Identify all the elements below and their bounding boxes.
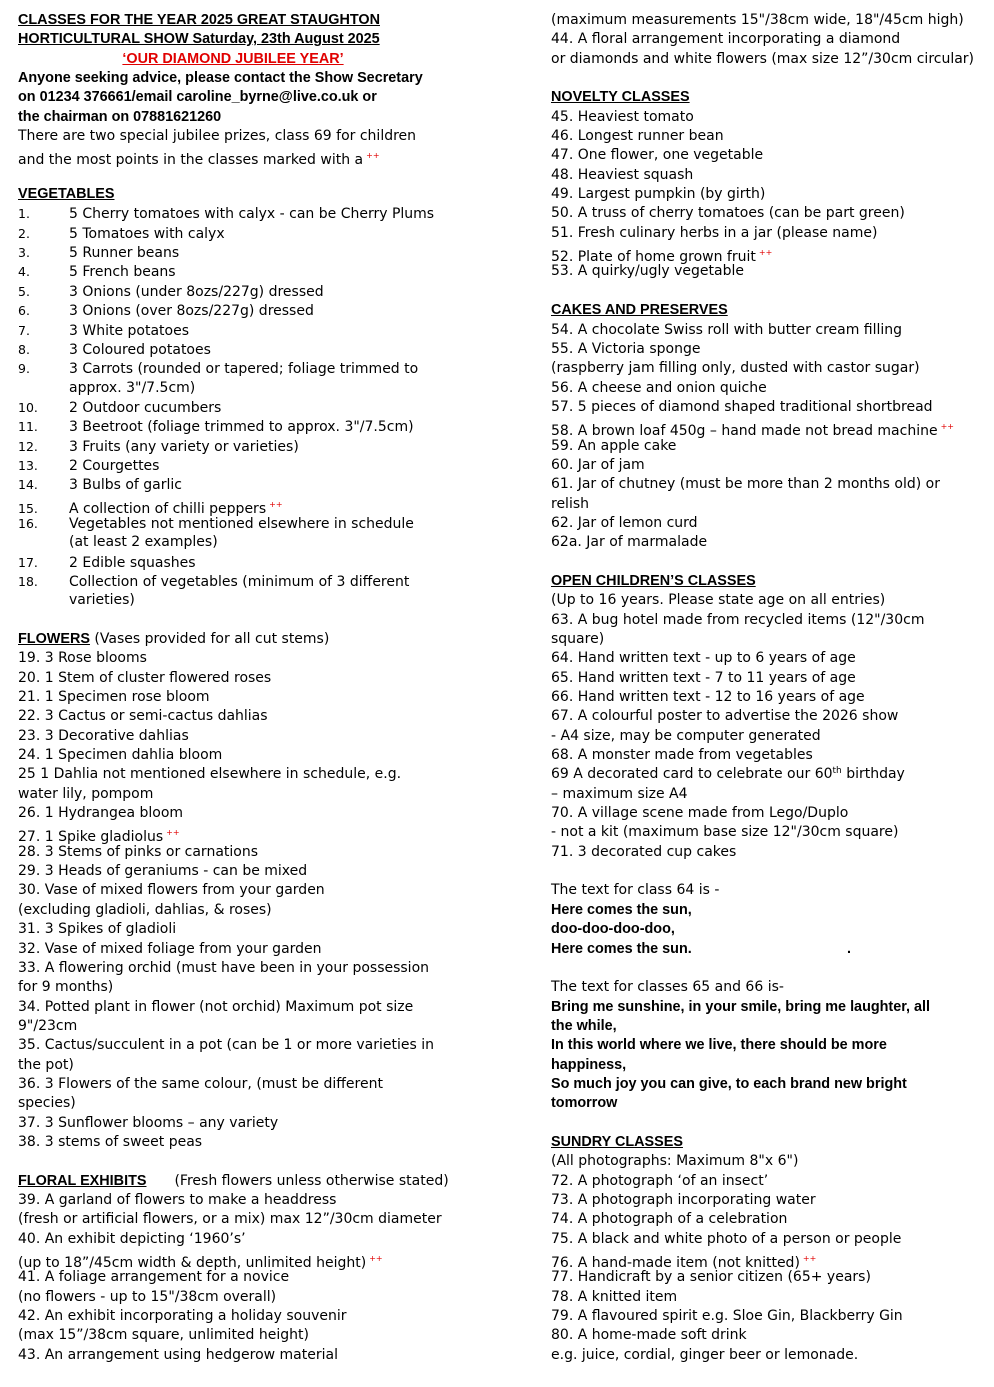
class-text: 2 Courgettes bbox=[69, 457, 160, 474]
class-text: 60. Jar of jam bbox=[551, 456, 645, 473]
class-text: 48. Heaviest squash bbox=[551, 166, 694, 183]
class-text: (up to 18”/45cm width & depth, unlimited height) bbox=[18, 1255, 367, 1271]
vegetable-class-item bbox=[18, 301, 528, 320]
class-number: 5. bbox=[18, 283, 30, 299]
class-text: 49. Largest pumpkin (by girth) bbox=[551, 186, 766, 203]
class-text: 53. A quirky/ugly vegetable bbox=[551, 263, 744, 280]
class-number: 6. bbox=[18, 303, 30, 319]
flower-class-item bbox=[18, 920, 528, 939]
class-number: 18. bbox=[18, 573, 38, 589]
class-text: the pot) bbox=[18, 1056, 74, 1073]
class-text: 57. 5 pieces of diamond shaped traditional shortbread bbox=[551, 398, 933, 415]
spacer bbox=[18, 1152, 528, 1171]
flower-class-item bbox=[18, 1056, 528, 1075]
flower-class-item bbox=[18, 688, 528, 707]
novelty-list bbox=[551, 108, 991, 282]
class-number: 16. bbox=[18, 515, 38, 531]
class-text: 78. A knitted item bbox=[551, 1288, 678, 1305]
novelty-class-item bbox=[551, 108, 991, 127]
class-text: 52. Plate of home grown fruit bbox=[551, 249, 756, 266]
class-text: 3 Onions (over 8ozs/227g) dressed bbox=[69, 303, 314, 320]
class-text-after: birthday bbox=[841, 766, 905, 783]
class-text: 47. One flower, one vegetable bbox=[551, 147, 764, 164]
novelty-class-item bbox=[551, 146, 991, 165]
sundry-class-item bbox=[551, 1249, 991, 1271]
sundry-class-item bbox=[551, 1346, 991, 1365]
vegetable-class-item bbox=[18, 495, 528, 517]
class-text: 64. Hand written text - up to 6 years of age bbox=[551, 650, 856, 667]
floral-continued-list bbox=[551, 11, 991, 69]
flower-class-item bbox=[18, 1133, 528, 1152]
vegetable-class-item bbox=[18, 553, 528, 572]
class-text: 51. Fresh culinary herbs in a jar (please name) bbox=[551, 224, 878, 241]
special-prize-mark: ++ bbox=[940, 422, 954, 432]
special-prize-mark: ++ bbox=[369, 1254, 383, 1263]
stray-dot: . bbox=[847, 940, 851, 957]
children-class-item bbox=[551, 843, 991, 862]
class-number: 13. bbox=[18, 457, 38, 473]
vegetable-class-item bbox=[18, 224, 528, 243]
class-text: A collection of chilli peppers bbox=[69, 500, 267, 517]
class-text: 37. 3 Sunflower blooms – any variety bbox=[18, 1114, 279, 1131]
class-text: 38. 3 stems of sweet peas bbox=[18, 1133, 203, 1150]
text6566-intro: The text for classes 65 and 66 is- bbox=[551, 979, 784, 996]
vegetable-class-item bbox=[18, 475, 528, 494]
class-text: 3 White potatoes bbox=[69, 322, 189, 339]
class-text: 31. 3 Spikes of gladioli bbox=[18, 921, 177, 938]
children-class-item bbox=[551, 765, 991, 784]
children-heading: OPEN CHILDREN’S CLASSES bbox=[551, 572, 756, 589]
vegetable-class-item bbox=[18, 437, 528, 456]
class-text: 43. An arrangement using hedgerow material bbox=[18, 1346, 338, 1363]
class-text: (fresh or artificial flowers, or a mix) max 12”/30cm diameter bbox=[18, 1211, 442, 1228]
class-text: 50. A truss of cherry tomatoes (can be part green) bbox=[551, 205, 905, 222]
text64-line bbox=[551, 940, 991, 959]
class-text: species) bbox=[18, 1095, 76, 1112]
class-text: 68. A monster made from vegetables bbox=[551, 747, 813, 764]
class-text: 3 Coloured potatoes bbox=[69, 341, 211, 358]
class-text: 44. A floral arrangement incorporating a diamond bbox=[551, 31, 901, 48]
sundry-class-item bbox=[551, 1210, 991, 1229]
ordinal-suffix: th bbox=[832, 766, 842, 777]
class-number: 11. bbox=[18, 419, 38, 435]
class-number: 14. bbox=[18, 477, 38, 493]
flower-class-item bbox=[18, 669, 528, 688]
sundry-class-item bbox=[551, 1191, 991, 1210]
class-number: 2. bbox=[18, 225, 30, 241]
text64-line: doo-doo-doo-doo, bbox=[551, 921, 675, 938]
floral-class-item bbox=[18, 1346, 528, 1365]
class-text: (maximum measurements 15"/38cm wide, 18"/45cm high) bbox=[551, 12, 964, 28]
title-line-2: HORTICULTURAL SHOW Saturday, 23th August 2025 bbox=[18, 31, 380, 48]
novelty-class-item bbox=[551, 224, 991, 243]
floral-class-item bbox=[18, 1307, 528, 1326]
sundry-class-item bbox=[551, 1288, 991, 1307]
cake-class-item bbox=[551, 495, 991, 514]
floral-note: (Fresh flowers unless otherwise stated) bbox=[174, 1172, 449, 1189]
class-text: (Up to 16 years. Please state age on all entries) bbox=[551, 592, 886, 609]
cake-class-item bbox=[551, 417, 991, 440]
spacer bbox=[18, 611, 528, 630]
class-text: 69 A decorated card to celebrate our 60 bbox=[551, 766, 833, 783]
floral-class-item bbox=[18, 1288, 528, 1307]
floral-list bbox=[18, 1191, 528, 1365]
class-text: 3 Beetroot (foliage trimmed to approx. 3"/7.5cm) bbox=[69, 419, 414, 436]
text6566-line: So much joy you can give, to each brand new bright bbox=[551, 1075, 907, 1092]
class-text: 20. 1 Stem of cluster flowered roses bbox=[18, 669, 272, 686]
spacer bbox=[551, 959, 991, 978]
cake-class-item bbox=[551, 340, 991, 359]
text6566-line: tomorrow bbox=[551, 1095, 618, 1112]
flower-class-item bbox=[18, 765, 528, 784]
class-text: 63. A bug hotel made from recycled items (12"/30cm bbox=[551, 611, 925, 628]
class-text: 25 1 Dahlia not mentioned elsewhere in schedule, e.g. bbox=[18, 766, 402, 783]
title-line-1: CLASSES FOR THE YEAR 2025 GREAT STAUGHTON bbox=[18, 12, 380, 28]
spacer bbox=[551, 1114, 991, 1133]
children-class-item bbox=[551, 669, 991, 688]
class-text: 73. A photograph incorporating water bbox=[551, 1191, 816, 1208]
class-text: water lily, pompom bbox=[18, 785, 154, 802]
flowers-list bbox=[18, 649, 528, 1152]
special-prize-mark: ++ bbox=[802, 1254, 817, 1263]
special-prize-mark: ++ bbox=[269, 499, 283, 509]
flower-class-item bbox=[18, 649, 528, 668]
class-text: 22. 3 Cactus or semi-cactus dahlias bbox=[18, 708, 268, 725]
floral-class-item bbox=[551, 50, 991, 69]
text6566-line: Bring me sunshine, in your smile, bring me laughter, all bbox=[551, 998, 931, 1015]
sundry-list bbox=[551, 1152, 991, 1365]
class-text: 5 Runner beans bbox=[69, 245, 180, 262]
class-text: 34. Potted plant in flower (not orchid) Maximum pot size bbox=[18, 998, 414, 1015]
contact-line-3: the chairman on 07881621260 bbox=[18, 108, 222, 125]
class-number: 7. bbox=[18, 322, 30, 338]
flower-class-item bbox=[18, 727, 528, 746]
class-text: 56. A cheese and onion quiche bbox=[551, 379, 767, 396]
class-text: 5 Tomatoes with calyx bbox=[69, 225, 225, 242]
flowers-note: (Vases provided for all cut stems) bbox=[94, 631, 330, 647]
class-text: 77. Handicraft by a senior citizen (65+ years) bbox=[551, 1269, 871, 1286]
class-number: 12. bbox=[18, 438, 38, 454]
class-text: 41. A foliage arrangement for a novice bbox=[18, 1269, 290, 1286]
flower-class-item bbox=[18, 785, 528, 804]
cake-class-item bbox=[551, 456, 991, 475]
spacer bbox=[18, 166, 528, 185]
novelty-class-item bbox=[551, 185, 991, 204]
cake-class-item bbox=[551, 475, 991, 494]
class-text: 80. A home-made soft drink bbox=[551, 1327, 747, 1344]
class-text: - not a kit (maximum base size 12"/30cm square) bbox=[551, 824, 899, 841]
novelty-heading: NOVELTY CLASSES bbox=[551, 89, 690, 106]
class-number: 17. bbox=[18, 554, 38, 570]
vegetable-class-item bbox=[18, 262, 528, 281]
text6566-line: In this world where we live, there should be more bbox=[551, 1037, 887, 1054]
intro-line-2-text: and the most points in the classes marked with a bbox=[18, 152, 364, 169]
sundry-class-item bbox=[551, 1230, 991, 1249]
class-text: (max 15”/38cm square, unlimited height) bbox=[18, 1327, 309, 1344]
class-number: 9. bbox=[18, 361, 30, 377]
children-class-item bbox=[551, 785, 991, 804]
children-class-item bbox=[551, 727, 991, 746]
vegetable-class-item bbox=[18, 514, 528, 533]
text64-line-text: Here comes the sun. bbox=[551, 940, 692, 957]
class-text: 59. An apple cake bbox=[551, 437, 677, 454]
floral-class-item bbox=[551, 11, 991, 30]
flower-class-item bbox=[18, 843, 528, 862]
flower-class-item bbox=[18, 823, 528, 846]
special-prize-mark: ++ bbox=[366, 151, 380, 161]
sundry-class-item bbox=[551, 1172, 991, 1191]
flower-class-item bbox=[18, 940, 528, 959]
class-text: 23. 3 Decorative dahlias bbox=[18, 727, 189, 744]
class-text: 46. Longest runner bean bbox=[551, 128, 724, 145]
class-text: 62. Jar of lemon curd bbox=[551, 514, 698, 531]
class-number: 10. bbox=[18, 399, 38, 415]
class-text: 76. A hand-made item (not knitted) bbox=[551, 1255, 800, 1271]
flower-class-item bbox=[18, 978, 528, 997]
sundry-class-item bbox=[551, 1152, 991, 1171]
intro-line-1: There are two special jubilee prizes, class 69 for children bbox=[18, 128, 417, 145]
class-text: 79. A flavoured spirit e.g. Sloe Gin, Blackberry Gin bbox=[551, 1308, 903, 1325]
cake-class-item bbox=[551, 321, 991, 340]
children-class-item bbox=[551, 649, 991, 668]
children-class-item bbox=[551, 707, 991, 726]
class-text: 72. A photograph ‘of an insect’ bbox=[551, 1172, 769, 1189]
jubilee-banner: ‘OUR DIAMOND JUBILEE YEAR’ bbox=[122, 50, 344, 67]
class-text: 21. 1 Specimen rose bloom bbox=[18, 689, 210, 706]
class-text: 3 Onions (under 8ozs/227g) dressed bbox=[69, 283, 324, 300]
class-number: 15. bbox=[18, 500, 38, 516]
spacer bbox=[551, 282, 991, 301]
class-text: 58. A brown loaf 450g – hand made not bread machine bbox=[551, 423, 938, 440]
text64-intro: The text for class 64 is - bbox=[551, 882, 720, 899]
class-text: 74. A photograph of a celebration bbox=[551, 1211, 788, 1228]
contact-line-2: on 01234 376661/email caroline_byrne@live.co.uk or bbox=[18, 89, 377, 106]
spacer bbox=[551, 69, 991, 88]
floral-class-item bbox=[18, 1210, 528, 1229]
class-text: 3 Fruits (any variety or varieties) bbox=[69, 438, 299, 455]
children-class-item bbox=[551, 630, 991, 649]
class-text: approx. 3"/7.5cm) bbox=[69, 379, 196, 396]
flowers-heading: FLOWERS bbox=[18, 631, 90, 647]
class-text: 19. 3 Rose blooms bbox=[18, 650, 147, 667]
class-number: 4. bbox=[18, 264, 30, 280]
class-text: 36. 3 Flowers of the same colour, (must be different bbox=[18, 1075, 383, 1092]
flower-class-item bbox=[18, 804, 528, 823]
class-text: 45. Heaviest tomato bbox=[551, 108, 694, 125]
flower-class-item bbox=[18, 1075, 528, 1094]
novelty-class-item bbox=[551, 127, 991, 146]
floral-heading: FLORAL EXHIBITS bbox=[18, 1172, 147, 1189]
flower-class-item bbox=[18, 1036, 528, 1055]
special-prize-mark: ++ bbox=[758, 248, 773, 258]
flower-class-item bbox=[18, 1114, 528, 1133]
cake-class-item bbox=[551, 533, 991, 552]
class-text: 27. 1 Spike gladiolus bbox=[18, 829, 164, 846]
novelty-class-item bbox=[551, 204, 991, 223]
floral-class-item bbox=[18, 1191, 528, 1210]
vegetable-class-item bbox=[18, 417, 528, 436]
class-text: (raspberry jam filling only, dusted with castor sugar) bbox=[551, 360, 920, 377]
floral-class-item bbox=[551, 30, 991, 49]
class-text: 3 Bulbs of garlic bbox=[69, 477, 182, 494]
sundry-class-item bbox=[551, 1326, 991, 1345]
vegetable-class-item bbox=[18, 591, 528, 610]
intro-line-2 bbox=[18, 146, 528, 169]
special-prize-mark: ++ bbox=[166, 828, 180, 838]
class-text: 35. Cactus/succulent in a pot (can be 1 or more varieties in bbox=[18, 1037, 435, 1054]
class-text: 3 Carrots (rounded or tapered; foliage trimmed to bbox=[69, 361, 419, 378]
text6566-lines bbox=[551, 998, 991, 1114]
children-class-item bbox=[551, 804, 991, 823]
class-text: 2 Edible squashes bbox=[69, 554, 196, 571]
spacer bbox=[551, 862, 991, 881]
text64-line: Here comes the sun, bbox=[551, 901, 692, 918]
class-text: (excluding gladioli, dahlias, & roses) bbox=[18, 901, 272, 918]
children-class-item bbox=[551, 688, 991, 707]
class-text: 5 French beans bbox=[69, 264, 176, 281]
cakes-list bbox=[551, 321, 991, 553]
class-text: (no flowers - up to 15"/38cm overall) bbox=[18, 1288, 277, 1305]
right-column bbox=[551, 11, 991, 1365]
flower-class-item bbox=[18, 746, 528, 765]
class-text: for 9 months) bbox=[18, 979, 114, 996]
sundry-heading: SUNDRY CLASSES bbox=[551, 1133, 683, 1150]
text6566-line: the while, bbox=[551, 1017, 617, 1034]
class-text: 71. 3 decorated cup cakes bbox=[551, 843, 737, 860]
class-text: 30. Vase of mixed flowers from your garden bbox=[18, 882, 325, 899]
class-text: Vegetables not mentioned elsewhere in schedule bbox=[69, 515, 414, 532]
class-text: 2 Outdoor cucumbers bbox=[69, 399, 222, 416]
flowers-heading-row bbox=[18, 630, 528, 649]
class-number: 1. bbox=[18, 206, 30, 222]
vegetable-class-item bbox=[18, 243, 528, 262]
class-text: 5 Cherry tomatoes with calyx - can be Cherry Plums bbox=[69, 206, 435, 223]
sundry-class-item bbox=[551, 1307, 991, 1326]
cake-class-item bbox=[551, 514, 991, 533]
class-text: 54. A chocolate Swiss roll with butter cream filling bbox=[551, 321, 903, 338]
class-text: – maximum size A4 bbox=[551, 785, 688, 802]
class-text: 55. A Victoria sponge bbox=[551, 340, 701, 357]
vegetable-class-item bbox=[18, 533, 528, 552]
vegetables-heading: VEGETABLES bbox=[18, 186, 115, 203]
novelty-class-item bbox=[551, 243, 991, 266]
cake-class-item bbox=[551, 437, 991, 456]
vegetable-class-item bbox=[18, 204, 528, 223]
class-text: 65. Hand written text - 7 to 11 years of age bbox=[551, 669, 856, 686]
class-text: varieties) bbox=[69, 592, 135, 609]
class-text: (at least 2 examples) bbox=[69, 534, 218, 551]
vegetables-list bbox=[18, 204, 528, 610]
class-text: 33. A flowering orchid (must have been in your possession bbox=[18, 959, 430, 976]
class-text: - A4 size, may be computer generated bbox=[551, 727, 821, 744]
novelty-class-item bbox=[551, 262, 991, 281]
floral-class-item bbox=[18, 1230, 528, 1249]
sundry-class-item bbox=[551, 1268, 991, 1287]
text6566-line: happiness, bbox=[551, 1056, 627, 1073]
left-column bbox=[18, 11, 528, 1365]
class-text: 42. An exhibit incorporating a holiday souvenir bbox=[18, 1308, 347, 1325]
class-text: 24. 1 Specimen dahlia bloom bbox=[18, 747, 223, 764]
class-text: Collection of vegetables (minimum of 3 different bbox=[69, 573, 410, 590]
cake-class-item bbox=[551, 359, 991, 378]
class-text: 26. 1 Hydrangea bloom bbox=[18, 805, 184, 822]
flower-class-item bbox=[18, 998, 528, 1017]
flower-class-item bbox=[18, 862, 528, 881]
class-text: 9"/23cm bbox=[18, 1017, 78, 1034]
children-class-item bbox=[551, 823, 991, 842]
flower-class-item bbox=[18, 901, 528, 920]
class-text: (All photographs: Maximum 8"x 6") bbox=[551, 1153, 799, 1170]
floral-class-item bbox=[18, 1326, 528, 1345]
class-text: 61. Jar of chutney (must be more than 2 months old) or bbox=[551, 476, 940, 493]
spacer bbox=[551, 553, 991, 572]
children-class-item bbox=[551, 591, 991, 610]
class-text: relish bbox=[551, 495, 590, 512]
flower-class-item bbox=[18, 881, 528, 900]
novelty-class-item bbox=[551, 166, 991, 185]
vegetable-class-item bbox=[18, 340, 528, 359]
contact-line-1: Anyone seeking advice, please contact the Show Secretary bbox=[18, 70, 423, 87]
floral-class-item bbox=[18, 1249, 528, 1271]
vegetable-class-item bbox=[18, 456, 528, 475]
vegetable-class-item bbox=[18, 282, 528, 301]
flower-class-item bbox=[18, 959, 528, 978]
flower-class-item bbox=[18, 1094, 528, 1113]
class-text: 62a. Jar of marmalade bbox=[551, 534, 708, 551]
floral-heading-row bbox=[18, 1172, 528, 1191]
cakes-heading: CAKES AND PRESERVES bbox=[551, 302, 728, 319]
class-text: e.g. juice, cordial, ginger beer or lemonade. bbox=[551, 1346, 859, 1363]
vegetable-class-item bbox=[18, 572, 528, 591]
flower-class-item bbox=[18, 1017, 528, 1036]
class-text: 66. Hand written text - 12 to 16 years of age bbox=[551, 689, 865, 706]
children-list bbox=[551, 591, 991, 862]
floral-class-item bbox=[18, 1268, 528, 1287]
vegetable-class-item bbox=[18, 359, 528, 378]
class-text: square) bbox=[551, 631, 605, 647]
class-text: 32. Vase of mixed foliage from your garden bbox=[18, 940, 322, 957]
children-class-item bbox=[551, 746, 991, 765]
vegetable-class-item bbox=[18, 379, 528, 398]
class-number: 3. bbox=[18, 245, 30, 261]
class-text: or diamonds and white flowers (max size 12”/30cm circular) bbox=[551, 50, 975, 67]
class-text: 70. A village scene made from Lego/Duplo bbox=[551, 805, 849, 822]
cake-class-item bbox=[551, 398, 991, 417]
class-text: 29. 3 Heads of geraniums - can be mixed bbox=[18, 863, 308, 880]
children-class-item bbox=[551, 611, 991, 630]
cake-class-item bbox=[551, 379, 991, 398]
class-text: 40. An exhibit depicting ‘1960’s’ bbox=[18, 1230, 246, 1247]
class-text: 28. 3 Stems of pinks or carnations bbox=[18, 843, 259, 860]
class-text: 75. A black and white photo of a person or people bbox=[551, 1230, 902, 1247]
class-text: 39. A garland of flowers to make a headdress bbox=[18, 1191, 337, 1208]
class-number: 8. bbox=[18, 341, 30, 357]
flower-class-item bbox=[18, 707, 528, 726]
vegetable-class-item bbox=[18, 398, 528, 417]
class-text: 67. A colourful poster to advertise the 2026 show bbox=[551, 708, 899, 725]
vegetable-class-item bbox=[18, 321, 528, 340]
